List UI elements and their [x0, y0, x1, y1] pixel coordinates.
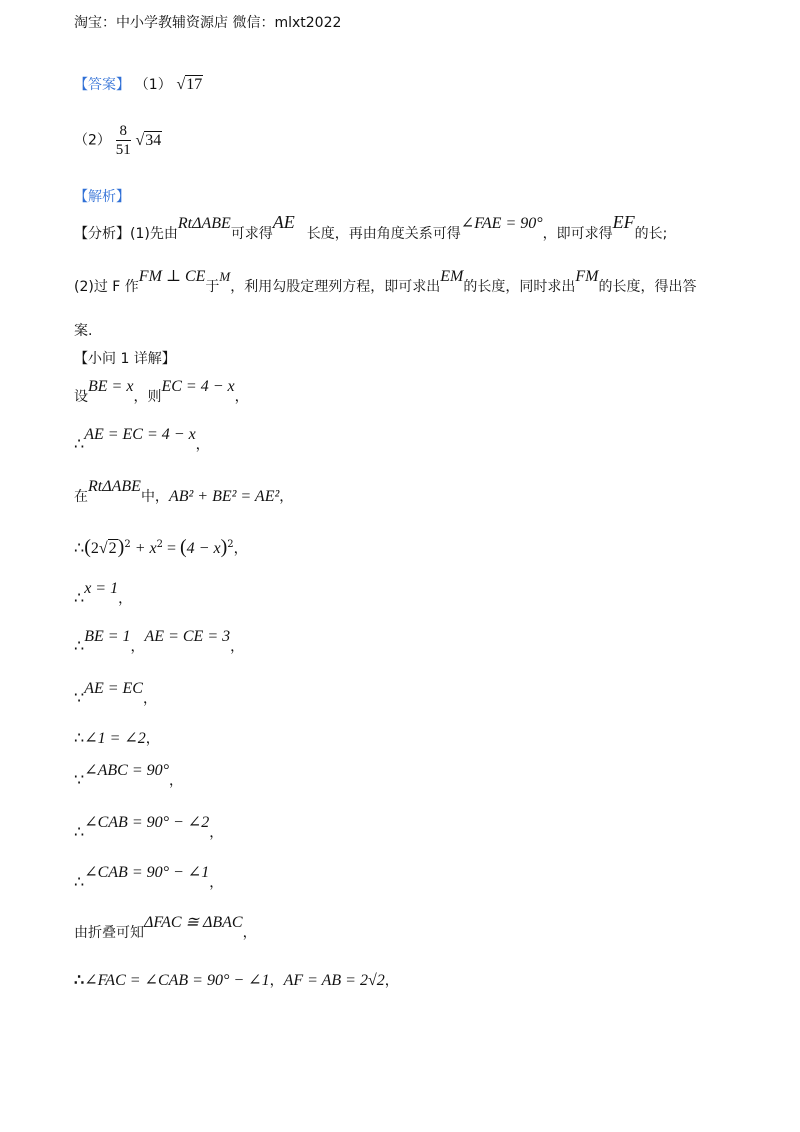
step-1: 设BE = x，则EC = 4 − x， — [74, 378, 249, 405]
step-12: 由折叠可知ΔFAC ≅ ΔBAC， — [74, 914, 257, 941]
analysis-line-2: (2)过 F 作FM ⊥ CE于M，利用勾股定理列方程，即可求出EM的长度，同时求出FM的长度，得出答 — [74, 268, 697, 295]
answer-line-2 — [74, 122, 162, 159]
step-2: ∴AE = EC = 4 − x， — [74, 426, 210, 453]
analysis-line-3: 案. — [74, 323, 93, 339]
step-9: ∵∠ABC = 90°， — [74, 762, 184, 789]
answer-line-1 — [74, 74, 203, 94]
answer-part2-fraction: $\frac{8}{51}$ — [115, 123, 131, 158]
page-header: 淘宝：中小学教辅资源店 微信：mlxt2022 — [74, 15, 342, 31]
step-6: ∴BE = 1，AE = CE = 3， — [74, 628, 245, 655]
step-4: $\therefore(2√2)^2 + x^2 = (4 - x)^2$， — [74, 536, 248, 558]
answer-part2-radical: √34 — [135, 131, 162, 149]
step-10: ∴∠CAB = 90° − ∠2， — [74, 814, 224, 841]
step-11: ∴∠CAB = 90° − ∠1， — [74, 864, 224, 891]
step-5: ∴x = 1， — [74, 580, 133, 607]
step-13: ∴∠FAC = ∠CAB = 90° − ∠1，AF = AB = 2√2， — [74, 972, 399, 989]
step-3: 在RtΔABE中，AB² + BE² = AE²， — [74, 478, 294, 505]
answer-part2-label: （2） — [74, 132, 111, 149]
step-8: ∴∠1 = ∠2， — [74, 730, 160, 747]
answer-part1-label: （1） — [134, 77, 172, 93]
answer-tag: 【答案】 — [74, 77, 130, 93]
jiexi-heading: 【解析】 — [74, 189, 130, 205]
sub-question-1-heading: 【小问 1 详解】 — [74, 351, 176, 367]
step-7: ∵AE = EC， — [74, 680, 157, 707]
analysis-line-1: 【分析】(1)先由RtΔABE可求得AE长度，再由角度关系可得∠FAE = 90°，即可求得EF的长; — [74, 212, 668, 242]
answer-part1-value: √17 — [176, 76, 203, 93]
